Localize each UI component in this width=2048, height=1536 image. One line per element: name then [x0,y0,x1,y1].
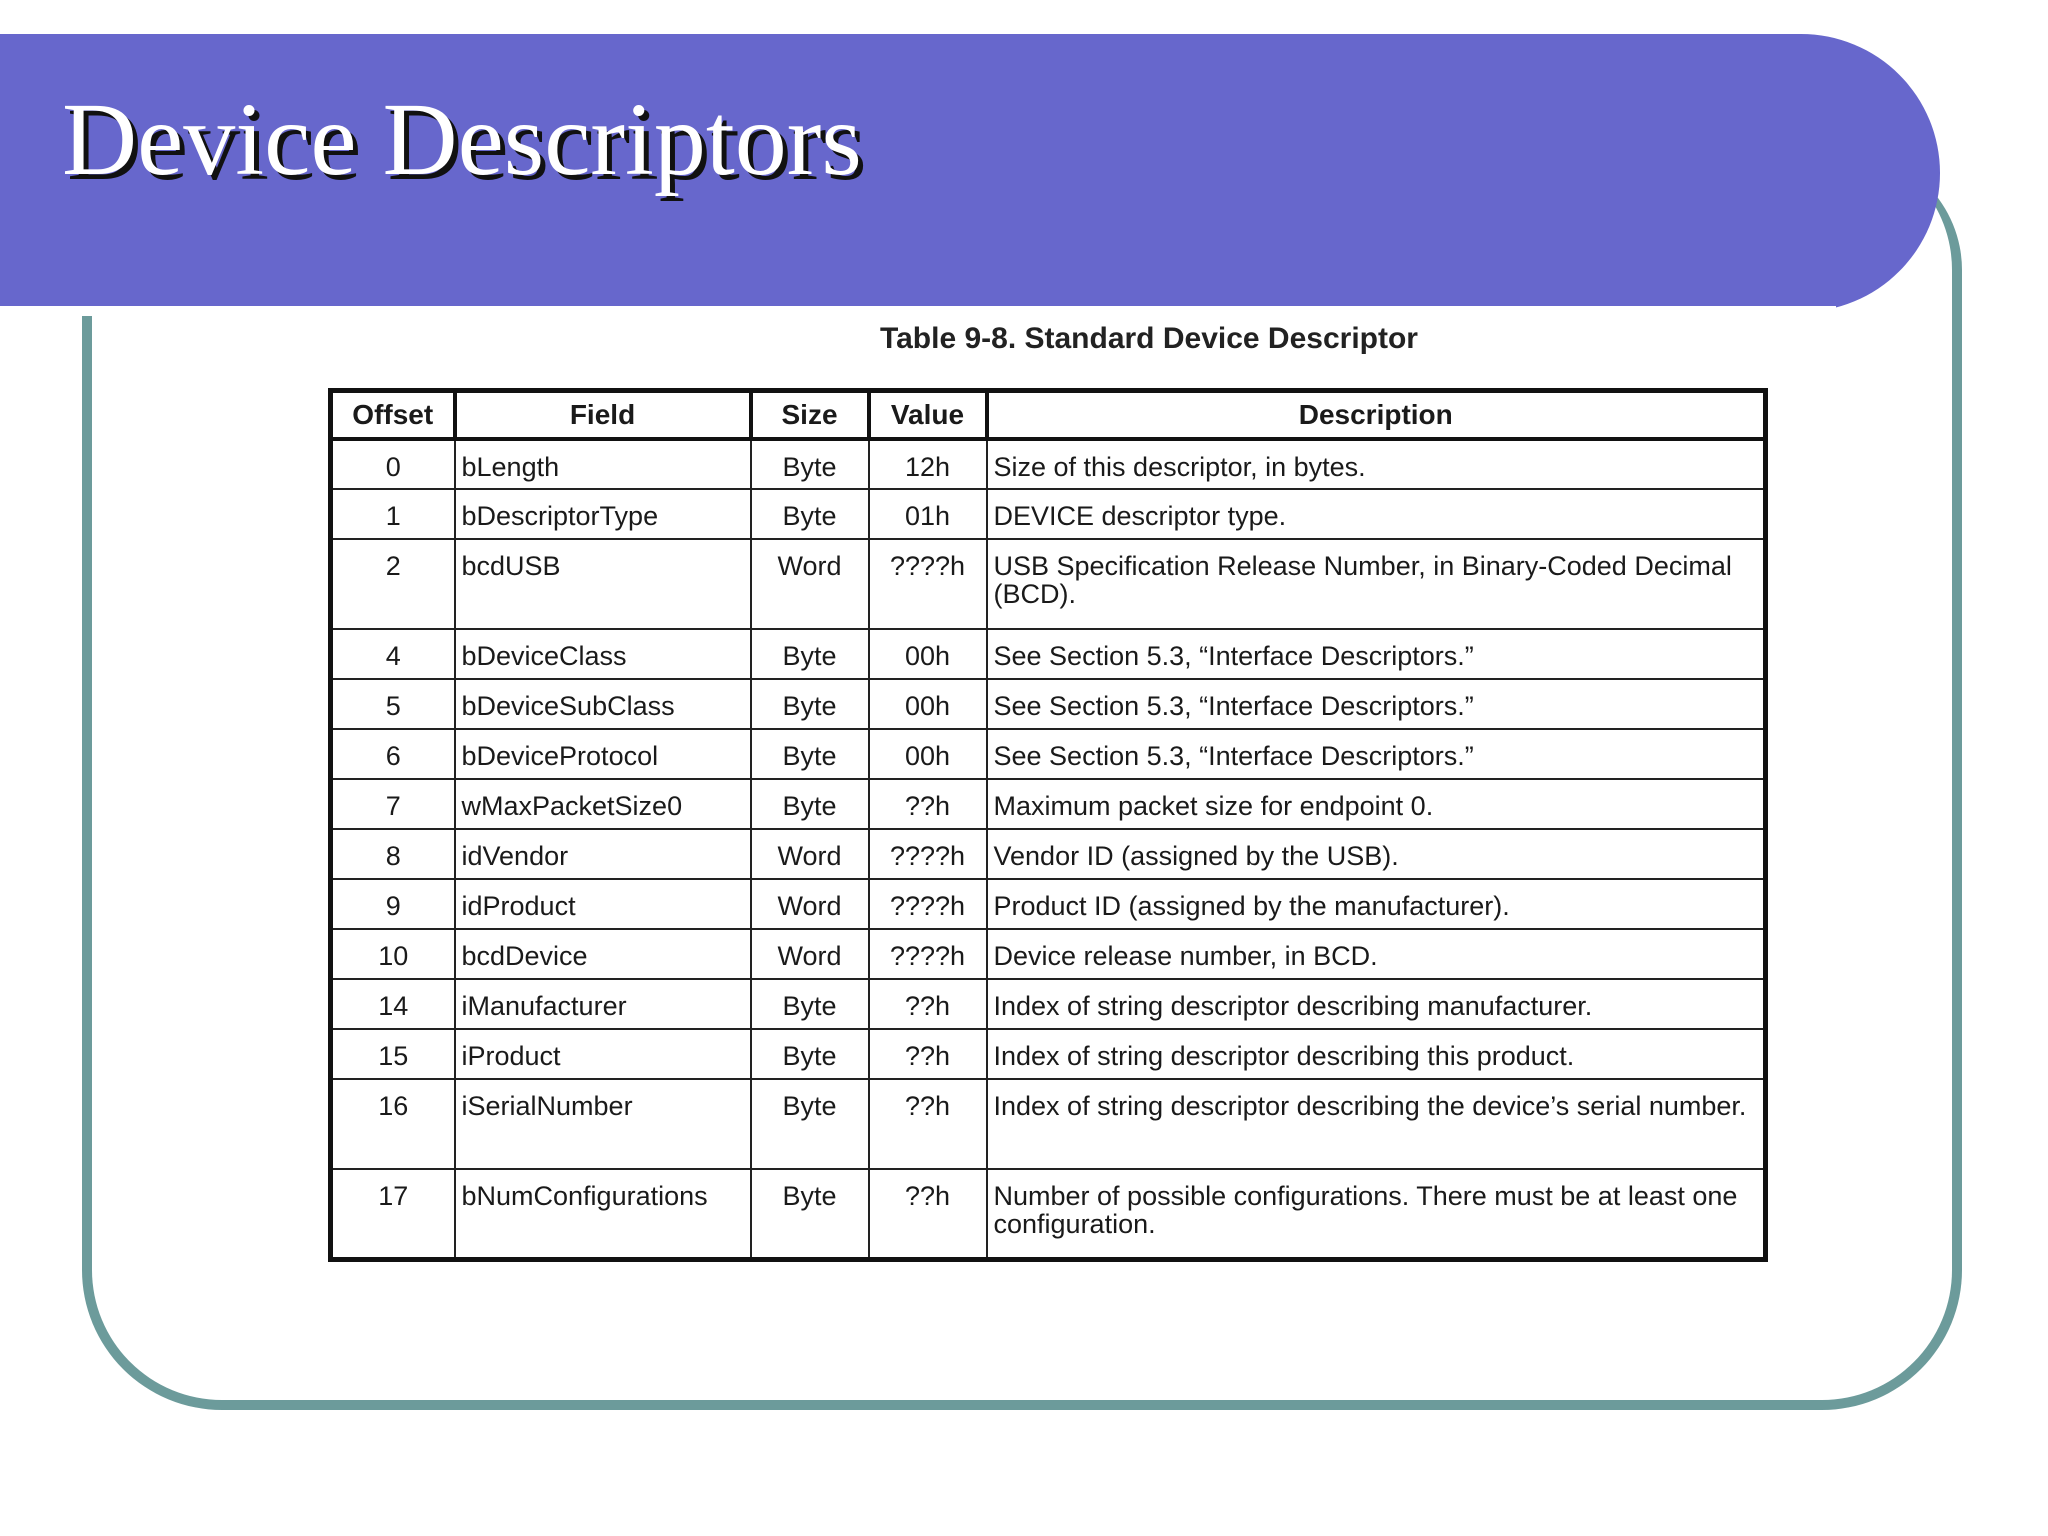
cell-field: bDescriptorType [455,489,751,539]
cell-description: DEVICE descriptor type. [987,489,1766,539]
banner-rule [0,306,1836,316]
cell-value: ??h [869,979,987,1029]
cell-value: ??h [869,1029,987,1079]
cell-offset: 1 [331,489,455,539]
cell-field: idVendor [455,829,751,879]
cell-value: 12h [869,439,987,489]
table-row [331,679,1766,729]
cell-size: Word [751,539,869,629]
cell-description: Number of possible configurations. There must be at least one configuration. [987,1169,1766,1259]
table-caption-text: Table 9-8. Standard Device Descriptor [880,322,1418,355]
table-row [331,439,1766,489]
cell-description: Index of string descriptor describing the device’s serial number. [987,1079,1766,1169]
header-description: Description [987,391,1766,440]
cell-description: USB Specification Release Number, in Binary-Coded Decimal (BCD). [987,539,1766,629]
cell-field: bcdUSB [455,539,751,629]
cell-offset: 7 [331,779,455,829]
table-row [331,829,1766,879]
cell-size: Byte [751,1029,869,1079]
table-caption [880,322,1418,376]
cell-field: bLength [455,439,751,489]
cell-offset: 17 [331,1169,455,1259]
cell-offset: 0 [331,439,455,489]
cell-field: bDeviceClass [455,629,751,679]
cell-description: Size of this descriptor, in bytes. [987,439,1766,489]
cell-size: Byte [751,1169,869,1259]
cell-size: Word [751,879,869,929]
table-row [331,979,1766,1029]
cell-value: ????h [869,829,987,879]
cell-size: Byte [751,779,869,829]
cell-description: See Section 5.3, “Interface Descriptors.” [987,629,1766,679]
cell-field: wMaxPacketSize0 [455,779,751,829]
cell-description: See Section 5.3, “Interface Descriptors.” [987,729,1766,779]
cell-offset: 6 [331,729,455,779]
cell-field: bNumConfigurations [455,1169,751,1259]
cell-offset: 15 [331,1029,455,1079]
table-row [331,879,1766,929]
header-offset: Offset [331,391,455,440]
cell-description: Index of string descriptor describing this product. [987,1029,1766,1079]
table-row [331,1079,1766,1169]
cell-value: 00h [869,679,987,729]
table-row [331,779,1766,829]
table-row [331,1169,1766,1259]
table-row [331,629,1766,679]
header-size: Size [751,391,869,440]
cell-offset: 2 [331,539,455,629]
table-row [331,489,1766,539]
cell-size: Byte [751,979,869,1029]
header-field: Field [455,391,751,440]
cell-value: 00h [869,629,987,679]
cell-description: Index of string descriptor describing manufacturer. [987,979,1766,1029]
cell-value: ??h [869,1079,987,1169]
cell-description: Product ID (assigned by the manufacturer). [987,879,1766,929]
cell-size: Byte [751,629,869,679]
cell-offset: 9 [331,879,455,929]
cell-offset: 16 [331,1079,455,1169]
cell-size: Byte [751,1079,869,1169]
cell-field: iProduct [455,1029,751,1079]
cell-size: Byte [751,729,869,779]
table-row [331,929,1766,979]
cell-field: bcdDevice [455,929,751,979]
cell-value: ??h [869,779,987,829]
table-row [331,729,1766,779]
cell-value: ????h [869,539,987,629]
cell-field: iManufacturer [455,979,751,1029]
table-header-row [331,391,1766,440]
cell-size: Byte [751,489,869,539]
cell-offset: 10 [331,929,455,979]
cell-description: Maximum packet size for endpoint 0. [987,779,1766,829]
cell-value: ??h [869,1169,987,1259]
header-value: Value [869,391,987,440]
cell-size: Word [751,929,869,979]
cell-value: 00h [869,729,987,779]
cell-value: 01h [869,489,987,539]
cell-field: iSerialNumber [455,1079,751,1169]
cell-field: bDeviceSubClass [455,679,751,729]
cell-size: Byte [751,679,869,729]
cell-value: ????h [869,929,987,979]
table-row [331,1029,1766,1079]
table-row [331,539,1766,629]
cell-field: idProduct [455,879,751,929]
cell-field: bDeviceProtocol [455,729,751,779]
cell-description: See Section 5.3, “Interface Descriptors.” [987,679,1766,729]
cell-offset: 5 [331,679,455,729]
cell-size: Byte [751,439,869,489]
cell-size: Word [751,829,869,879]
device-descriptor-table [328,388,1768,1262]
cell-value: ????h [869,879,987,929]
slide-title: Device Descriptors [62,82,862,197]
table-body [331,439,1766,1259]
cell-offset: 8 [331,829,455,879]
cell-description: Device release number, in BCD. [987,929,1766,979]
cell-offset: 4 [331,629,455,679]
cell-offset: 14 [331,979,455,1029]
cell-description: Vendor ID (assigned by the USB). [987,829,1766,879]
